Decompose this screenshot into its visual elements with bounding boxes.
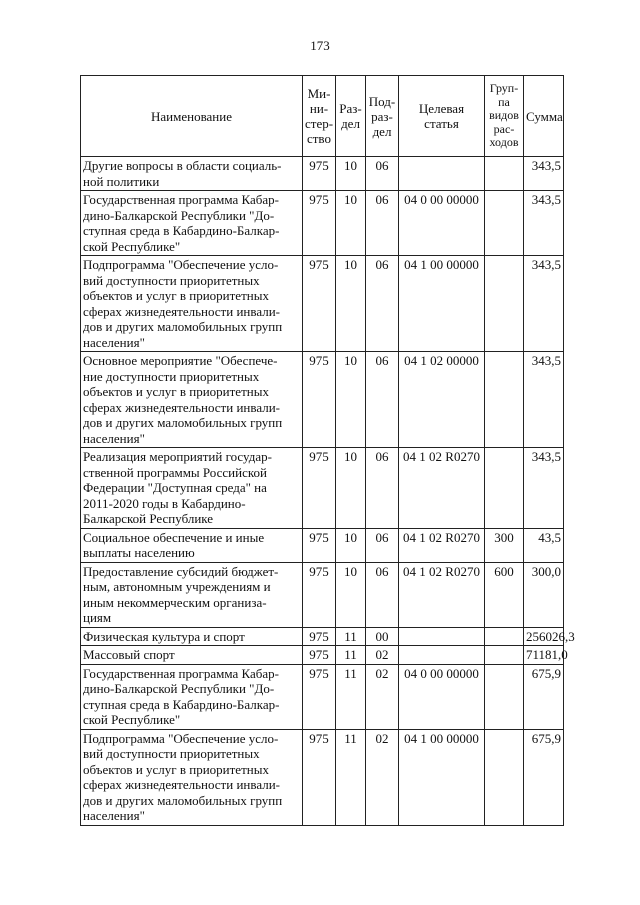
row-ministry: 975 xyxy=(303,646,336,665)
page-number: 173 xyxy=(310,38,330,53)
row-expense-group xyxy=(485,191,524,256)
header-name: Наименование xyxy=(81,76,303,157)
row-name: Реализация мероприятий государ- ственной программы Российской Федерации "Доступная среда" на 2011-2020 годы в Кабардино- Балкарской Республике xyxy=(81,448,303,529)
row-sum: 43,5 xyxy=(524,528,564,562)
table-row xyxy=(81,729,564,825)
row-name: Массовый спорт xyxy=(81,646,303,665)
header-target: Целевая статья xyxy=(399,76,485,157)
header-group: Груп- па видов рас- ходов xyxy=(485,76,524,157)
row-ministry: 975 xyxy=(303,448,336,529)
row-ministry: 975 xyxy=(303,664,336,729)
row-target-article: 04 0 00 00000 xyxy=(399,664,485,729)
table-row xyxy=(81,448,564,529)
row-target-article: 04 0 00 00000 xyxy=(399,191,485,256)
row-sum: 343,5 xyxy=(524,191,564,256)
row-target-article: 04 1 02 R0270 xyxy=(399,528,485,562)
table-row xyxy=(81,627,564,646)
row-sum: 343,5 xyxy=(524,352,564,448)
row-ministry: 975 xyxy=(303,191,336,256)
row-section: 10 xyxy=(336,448,366,529)
table-row xyxy=(81,191,564,256)
row-section: 11 xyxy=(336,646,366,665)
row-ministry: 975 xyxy=(303,562,336,627)
row-target-article: 04 1 00 00000 xyxy=(399,256,485,352)
row-target-article xyxy=(399,627,485,646)
row-ministry: 975 xyxy=(303,256,336,352)
row-expense-group: 300 xyxy=(485,528,524,562)
row-sum: 343,5 xyxy=(524,157,564,191)
row-section: 10 xyxy=(336,191,366,256)
row-ministry: 975 xyxy=(303,528,336,562)
row-section: 10 xyxy=(336,256,366,352)
header-section: Раз- дел xyxy=(336,76,366,157)
row-sum: 300,0 xyxy=(524,562,564,627)
header-row xyxy=(81,76,564,157)
row-sum: 675,9 xyxy=(524,664,564,729)
row-target-article: 04 1 00 00000 xyxy=(399,729,485,825)
row-sum: 256026,3 xyxy=(524,627,564,646)
table-row xyxy=(81,664,564,729)
row-sum: 343,5 xyxy=(524,448,564,529)
row-sum: 343,5 xyxy=(524,256,564,352)
row-subsection: 00 xyxy=(366,627,399,646)
row-name: Основное мероприятие "Обеспече- ние доступности приоритетных объектов и услуг в приоритетных сферах жизнедеятельности инвали- дов и других маломобильных групп населения" xyxy=(81,352,303,448)
row-name: Государственная программа Кабар- дино-Балкарской Республики "До- ступная среда в Кабардино-Балкар- ской Республике" xyxy=(81,664,303,729)
budget-table xyxy=(80,75,575,826)
row-expense-group: 600 xyxy=(485,562,524,627)
row-ministry: 975 xyxy=(303,627,336,646)
row-subsection: 02 xyxy=(366,729,399,825)
row-subsection: 06 xyxy=(366,191,399,256)
row-target-article: 04 1 02 R0270 xyxy=(399,448,485,529)
row-section: 10 xyxy=(336,562,366,627)
row-subsection: 06 xyxy=(366,448,399,529)
row-section: 11 xyxy=(336,729,366,825)
row-name: Предоставление субсидий бюджет- ным, автономным учреждениям и иным некоммерческим организа- циям xyxy=(81,562,303,627)
row-name: Другие вопросы в области социаль- ной политики xyxy=(81,157,303,191)
row-expense-group xyxy=(485,157,524,191)
row-section: 10 xyxy=(336,528,366,562)
table-row xyxy=(81,562,564,627)
row-ministry: 975 xyxy=(303,729,336,825)
row-expense-group xyxy=(485,627,524,646)
row-name: Подпрограмма "Обеспечение усло- вий доступности приоритетных объектов и услуг в приоритетных сферах жизнедеятельности инвали- дов и других маломобильных групп населения" xyxy=(81,256,303,352)
row-expense-group xyxy=(485,256,524,352)
row-name: Социальное обеспечение и иные выплаты населению xyxy=(81,528,303,562)
header-ministry: Ми- ни- стер- ство xyxy=(303,76,336,157)
row-expense-group xyxy=(485,448,524,529)
row-section: 10 xyxy=(336,157,366,191)
row-expense-group xyxy=(485,352,524,448)
row-ministry: 975 xyxy=(303,352,336,448)
row-subsection: 02 xyxy=(366,646,399,665)
row-subsection: 06 xyxy=(366,256,399,352)
header-subsection: Под- раз- дел xyxy=(366,76,399,157)
row-section: 11 xyxy=(336,627,366,646)
row-name: Государственная программа Кабар- дино-Балкарской Республики "До- ступная среда в Кабардино-Балкар- ской Республике" xyxy=(81,191,303,256)
table-row xyxy=(81,352,564,448)
table-row xyxy=(81,528,564,562)
row-target-article xyxy=(399,646,485,665)
row-name: Подпрограмма "Обеспечение усло- вий доступности приоритетных объектов и услуг в приоритетных сферах жизнедеятельности инвали- дов и других маломобильных групп населения" xyxy=(81,729,303,825)
row-subsection: 02 xyxy=(366,664,399,729)
row-ministry: 975 xyxy=(303,157,336,191)
row-subsection: 06 xyxy=(366,352,399,448)
row-section: 10 xyxy=(336,352,366,448)
row-subsection: 06 xyxy=(366,562,399,627)
table-row xyxy=(81,256,564,352)
row-subsection: 06 xyxy=(366,157,399,191)
row-expense-group xyxy=(485,646,524,665)
row-sum: 675,9 xyxy=(524,729,564,825)
table-row xyxy=(81,157,564,191)
row-name: Физическая культура и спорт xyxy=(81,627,303,646)
row-sum: 71181,0 xyxy=(524,646,564,665)
header-sum: Сумма xyxy=(524,76,564,157)
row-expense-group xyxy=(485,729,524,825)
row-expense-group xyxy=(485,664,524,729)
row-target-article: 04 1 02 R0270 xyxy=(399,562,485,627)
table-row xyxy=(81,646,564,665)
row-target-article xyxy=(399,157,485,191)
row-target-article: 04 1 02 00000 xyxy=(399,352,485,448)
row-subsection: 06 xyxy=(366,528,399,562)
row-section: 11 xyxy=(336,664,366,729)
